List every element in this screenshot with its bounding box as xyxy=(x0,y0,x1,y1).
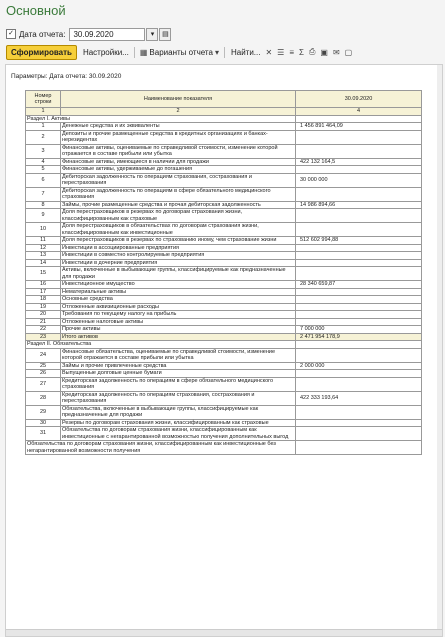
section-title: Обязательства по договорам страхования жизни, классифицированным как инвестиционные без негарантированной возможности получения xyxy=(26,441,296,455)
table-row xyxy=(26,237,422,245)
indicator-value: 512 602 994,88 xyxy=(296,237,422,245)
indicator-value xyxy=(296,187,422,201)
table-row xyxy=(26,377,422,391)
indicator-value xyxy=(296,441,422,455)
indicator-name: Дебиторская задолженность по операциям в сфере обязательного медицинского страхования xyxy=(61,187,296,201)
indicator-value xyxy=(296,377,422,391)
indicator-value: 1 456 891 464,09 xyxy=(296,123,422,131)
find-clear-icon[interactable]: ✕ xyxy=(265,47,273,57)
table-row xyxy=(26,311,422,319)
row-number: 22 xyxy=(26,326,61,334)
indicator-value xyxy=(296,259,422,267)
table-row xyxy=(26,166,422,174)
indicator-name: Нематериальные активы xyxy=(61,288,296,296)
indicator-name: Отложенные налоговые активы xyxy=(61,318,296,326)
col-number-4: 4 xyxy=(296,108,422,116)
indicator-name: Финансовые активы, оцениваемые по справедливой стоимости, изменение которой отражается в составе прибыли или убытка xyxy=(61,144,296,158)
table-row xyxy=(26,201,422,209)
indicator-value xyxy=(296,115,422,123)
row-number: 30 xyxy=(26,419,61,427)
find-button[interactable]: Найти... xyxy=(230,47,261,57)
date-dropdown-icon[interactable]: ▾ xyxy=(146,28,158,41)
report-date-input[interactable]: 30.09.2020 xyxy=(69,28,145,41)
row-number: 26 xyxy=(26,370,61,378)
header-date: 30.09.2020 xyxy=(296,91,422,108)
table-row xyxy=(26,427,422,441)
table-row xyxy=(26,333,422,341)
table-row xyxy=(26,419,422,427)
row-number: 3 xyxy=(26,144,61,158)
toolbar xyxy=(6,44,352,60)
indicator-name: Доля перестраховщиков в обязательствах по договорам страхования жизни, классифицированным как инвестиционные xyxy=(61,223,296,237)
indicator-value xyxy=(296,166,422,174)
sum-icon[interactable]: Σ xyxy=(299,47,304,57)
list-icon[interactable]: ☰ xyxy=(277,47,285,57)
row-number: 12 xyxy=(26,244,61,252)
indicator-name: Итого активов xyxy=(61,333,296,341)
indicator-name: Доля перестраховщиков в резервах по договорам страхования жизни, классифицированным как страховые xyxy=(61,209,296,223)
row-number: 19 xyxy=(26,303,61,311)
table-row xyxy=(26,370,422,378)
indicator-name: Обязательства, включенные в выбывающие группы, классифицируемые как предназначенные для продажи xyxy=(61,405,296,419)
row-number: 17 xyxy=(26,288,61,296)
indicator-value: 2 000 000 xyxy=(296,362,422,370)
row-number: 9 xyxy=(26,209,61,223)
row-number: 24 xyxy=(26,348,61,362)
indicator-name: Обязательства по договорам страхования жизни, классифицированным как инвестиционные с негарантированной возможностью получения дополнительных выгод xyxy=(61,427,296,441)
table-row xyxy=(26,158,422,166)
report-date-checkbox[interactable]: ✓ xyxy=(6,29,16,39)
report-area xyxy=(5,64,443,637)
indicator-value xyxy=(296,223,422,237)
section-row xyxy=(26,441,422,455)
tree-list-icon[interactable]: ≡ xyxy=(289,47,295,57)
row-number: 28 xyxy=(26,391,61,405)
row-number: 25 xyxy=(26,362,61,370)
table-row xyxy=(26,144,422,158)
row-number: 8 xyxy=(26,201,61,209)
row-number: 13 xyxy=(26,252,61,260)
table-header-row xyxy=(26,91,422,108)
table-row xyxy=(26,391,422,405)
toolbar-divider xyxy=(134,47,135,58)
row-number: 5 xyxy=(26,166,61,174)
report-date-label: Дата отчета: xyxy=(19,29,66,39)
variants-button[interactable]: Варианты отчета xyxy=(149,47,213,57)
row-number: 16 xyxy=(26,281,61,289)
indicator-value xyxy=(296,311,422,319)
indicator-value: 14 986 894,66 xyxy=(296,201,422,209)
table-row xyxy=(26,173,422,187)
row-number: 1 xyxy=(26,123,61,131)
indicator-name: Инвестиции в ассоциированные предприятия xyxy=(61,244,296,252)
indicator-value xyxy=(296,130,422,144)
indicator-name: Финансовые активы, имеющиеся в наличии для продажи xyxy=(61,158,296,166)
row-number: 7 xyxy=(26,187,61,201)
indicator-name: Денежные средства и их эквиваленты xyxy=(61,123,296,131)
indicator-value xyxy=(296,144,422,158)
row-number: 6 xyxy=(26,173,61,187)
table-row xyxy=(26,267,422,281)
indicator-value xyxy=(296,318,422,326)
indicator-name: Доля перестраховщиков в резервах по страхованию иному, чем страхование жизни xyxy=(61,237,296,245)
indicator-name: Резервы по договорам страхования жизни, классифицированным как страховые xyxy=(61,419,296,427)
indicator-value: 422 132 164,5 xyxy=(296,158,422,166)
vertical-scrollbar[interactable] xyxy=(437,65,442,636)
indicator-value: 7 000 000 xyxy=(296,326,422,334)
indicator-value: 422 333 193,64 xyxy=(296,391,422,405)
indicator-value: 30 000 000 xyxy=(296,173,422,187)
settings-button[interactable]: Настройки... xyxy=(82,47,129,57)
table-row xyxy=(26,281,422,289)
table-row xyxy=(26,123,422,131)
indicator-name: Займы и прочие привлеченные средства xyxy=(61,362,296,370)
indicator-value xyxy=(296,341,422,349)
header-row-number: Номер строки xyxy=(26,91,61,108)
row-number: 10 xyxy=(26,223,61,237)
row-number: 4 xyxy=(26,158,61,166)
table-row xyxy=(26,259,422,267)
indicator-name: Кредиторская задолженность по операциям в сфере обязательного медицинского страхования xyxy=(61,377,296,391)
row-number: 11 xyxy=(26,237,61,245)
indicator-name: Финансовые обязательства, оцениваемые по справедливой стоимости, изменение которой отражается в составе прибыли или убытка xyxy=(61,348,296,362)
indicator-name: Финансовые активы, удерживаемые до погашения xyxy=(61,166,296,174)
table-row xyxy=(26,288,422,296)
generate-button[interactable]: Сформировать xyxy=(6,45,77,60)
indicator-name: Дебиторская задолженность по операциям страхования, сострахования и перестрахования xyxy=(61,173,296,187)
table-row xyxy=(26,318,422,326)
row-number: 21 xyxy=(26,318,61,326)
row-number: 27 xyxy=(26,377,61,391)
table-column-numbers xyxy=(26,108,422,116)
table-row xyxy=(26,326,422,334)
email-icon[interactable]: ✉ xyxy=(332,47,340,57)
row-number: 23 xyxy=(26,333,61,341)
indicator-name: Основные средства xyxy=(61,296,296,304)
table-row xyxy=(26,362,422,370)
table-row xyxy=(26,405,422,419)
indicator-value xyxy=(296,348,422,362)
indicator-name: Депозиты и прочие размещенные средства в кредитных организациях и банках-нерезидентах xyxy=(61,130,296,144)
table-row xyxy=(26,187,422,201)
document-icon[interactable]: ▢ xyxy=(344,47,353,57)
table-row xyxy=(26,296,422,304)
section-row xyxy=(26,341,422,349)
indicator-name: Инвестиции в дочерние предприятия xyxy=(61,259,296,267)
report-table xyxy=(25,90,422,455)
row-number: 18 xyxy=(26,296,61,304)
indicator-name: Займы, прочие размещенные средства и прочая дебиторская задолженность xyxy=(61,201,296,209)
header-indicator-name: Наименование показателя xyxy=(61,91,296,108)
save-icon[interactable]: ▣ xyxy=(320,47,328,57)
indicator-value: 28 340 659,87 xyxy=(296,281,422,289)
indicator-value xyxy=(296,252,422,260)
row-number: 29 xyxy=(26,405,61,419)
table-row xyxy=(26,252,422,260)
indicator-value xyxy=(296,405,422,419)
indicator-value xyxy=(296,288,422,296)
table-row xyxy=(26,244,422,252)
report-parameters: Параметры: Дата отчета: 30.09.2020 xyxy=(11,73,122,80)
print-icon[interactable]: ⎙ xyxy=(308,47,316,56)
row-number: 14 xyxy=(26,259,61,267)
section-title: Раздел I. Активы xyxy=(26,115,296,123)
indicator-name: Выпущенные долговые ценные бумаги xyxy=(61,370,296,378)
indicator-name: Требования по текущему налогу на прибыль xyxy=(61,311,296,319)
indicator-value xyxy=(296,370,422,378)
report-date-panel xyxy=(6,27,171,41)
indicator-value xyxy=(296,267,422,281)
indicator-value xyxy=(296,427,422,441)
indicator-value xyxy=(296,303,422,311)
indicator-name: Инвестиции в совместно контролируемые предприятия xyxy=(61,252,296,260)
row-number: 31 xyxy=(26,427,61,441)
table-row xyxy=(26,130,422,144)
section-row xyxy=(26,115,422,123)
variants-dropdown-icon[interactable]: ▾ xyxy=(214,47,219,57)
table-row xyxy=(26,209,422,223)
indicator-name: Отложенные аквизиционные расходы xyxy=(61,303,296,311)
indicator-value xyxy=(296,296,422,304)
section-title: Раздел II. Обязательства xyxy=(26,341,296,349)
calendar-icon[interactable]: ▤ xyxy=(159,28,171,41)
variants-icon: ▦ xyxy=(139,47,148,57)
indicator-value xyxy=(296,419,422,427)
table-row xyxy=(26,303,422,311)
toolbar-divider xyxy=(224,47,225,58)
table-row xyxy=(26,348,422,362)
indicator-name: Прочие активы xyxy=(61,326,296,334)
col-number-1: 1 xyxy=(26,108,61,116)
indicator-name: Кредиторская задолженность по операциям страхования, сострахования и перестрахования xyxy=(61,391,296,405)
row-number: 2 xyxy=(26,130,61,144)
indicator-value xyxy=(296,244,422,252)
indicator-value xyxy=(296,209,422,223)
window-title: Основной xyxy=(6,3,66,18)
row-number: 20 xyxy=(26,311,61,319)
table-row xyxy=(26,223,422,237)
indicator-value: 2 471 954 178,9 xyxy=(296,333,422,341)
row-number: 15 xyxy=(26,267,61,281)
indicator-name: Активы, включенные в выбывающие группы, классифицируемые как предназначенные для продажи xyxy=(61,267,296,281)
indicator-name: Инвестиционное имущество xyxy=(61,281,296,289)
col-number-2: 2 xyxy=(61,108,296,116)
